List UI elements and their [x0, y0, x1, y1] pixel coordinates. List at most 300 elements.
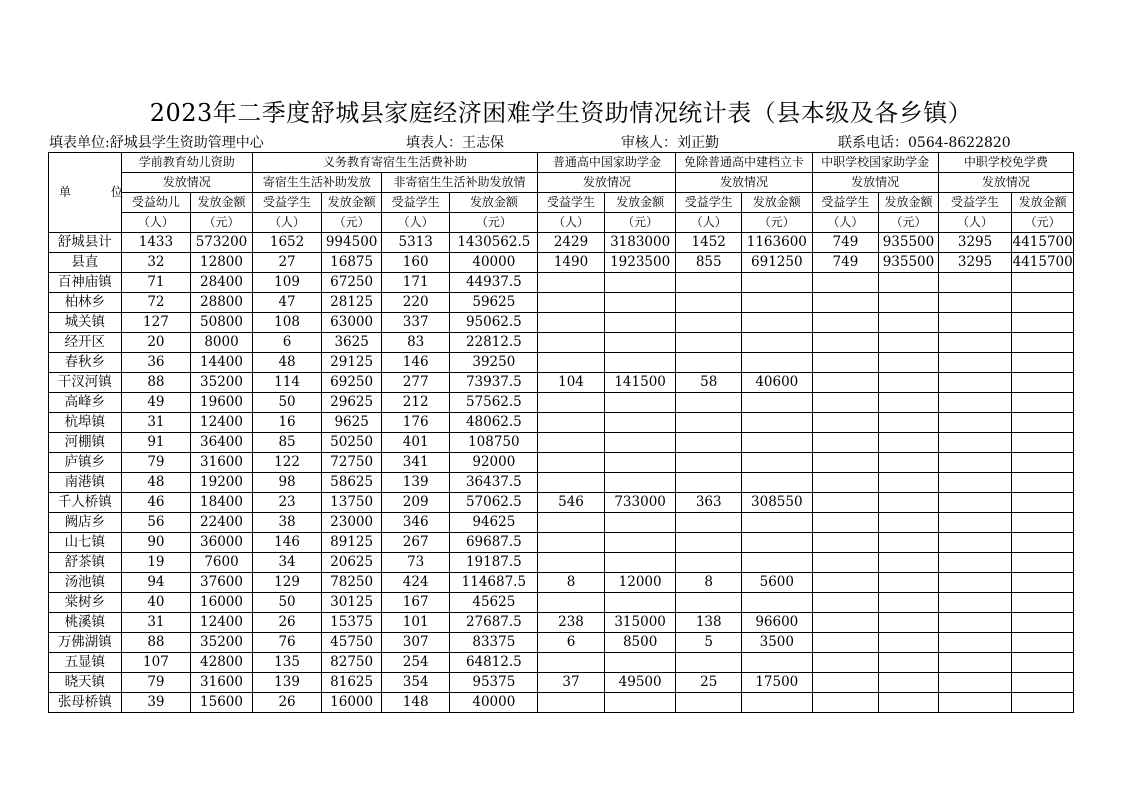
table-cell: [538, 333, 605, 353]
table-cell: [879, 353, 939, 373]
table-cell: 29125: [322, 353, 382, 373]
table-cell: [879, 273, 939, 293]
table-row: [49, 573, 1074, 593]
table-cell: 855: [676, 253, 742, 273]
table-cell: [879, 673, 939, 693]
table-cell: [812, 673, 879, 693]
table-row: [49, 493, 1074, 513]
row-label: 晓天镇: [49, 673, 122, 693]
table-row: [49, 373, 1074, 393]
table-cell: 127: [121, 313, 191, 333]
table-cell: 16000: [322, 693, 382, 713]
table-cell: 749: [812, 233, 879, 253]
table-cell: [742, 513, 813, 533]
table-cell: 83: [381, 333, 450, 353]
table-cell: [1012, 313, 1074, 333]
table-cell: 238: [538, 613, 605, 633]
table-cell: 1433: [121, 233, 191, 253]
table-cell: [538, 273, 605, 293]
subcolumn-header: 发放金额: [604, 193, 676, 213]
row-label: 春秋乡: [49, 353, 122, 373]
table-cell: [742, 273, 813, 293]
table-cell: [879, 633, 939, 653]
table-cell: 42800: [191, 653, 253, 673]
table-cell: [879, 393, 939, 413]
table-cell: [812, 273, 879, 293]
filler-label: 填表人：王志保: [406, 135, 504, 151]
table-cell: [1012, 653, 1074, 673]
table-cell: 212: [381, 393, 450, 413]
table-row: [49, 473, 1074, 493]
table-cell: [938, 693, 1012, 713]
table-cell: 1430562.5: [450, 233, 538, 253]
table-cell: 363: [676, 493, 742, 513]
subcolumn-header: 发放金额: [322, 193, 382, 213]
subcolumn-header: 发放金额: [450, 193, 538, 213]
table-cell: [812, 553, 879, 573]
table-cell: 46: [121, 493, 191, 513]
table-cell: 22812.5: [450, 333, 538, 353]
table-cell: 546: [538, 493, 605, 513]
table-cell: [879, 533, 939, 553]
table-cell: 1490: [538, 253, 605, 273]
table-cell: [1012, 613, 1074, 633]
row-label: 万佛湖镇: [49, 633, 122, 653]
table-cell: 17500: [742, 673, 813, 693]
table-cell: [676, 653, 742, 673]
table-cell: 35200: [191, 633, 253, 653]
row-label: 五显镇: [49, 653, 122, 673]
table-cell: 146: [381, 353, 450, 373]
table-cell: 8: [538, 573, 605, 593]
table-row: [49, 593, 1074, 613]
table-cell: 19: [121, 553, 191, 573]
table-cell: 1452: [676, 233, 742, 253]
table-row: [49, 253, 1074, 273]
table-cell: 994500: [322, 233, 382, 253]
table-cell: 341: [381, 453, 450, 473]
table-cell: 36: [121, 353, 191, 373]
table-cell: [538, 553, 605, 573]
unit-header-cell: （元）: [1012, 213, 1074, 233]
table-cell: [742, 453, 813, 473]
table-cell: 139: [381, 473, 450, 493]
table-cell: [938, 533, 1012, 553]
table-cell: 76: [252, 633, 322, 653]
unit-header-cell: （人）: [538, 213, 605, 233]
table-cell: 749: [812, 253, 879, 273]
table-cell: 401: [381, 433, 450, 453]
subcolumn-header: 发放金额: [1012, 193, 1074, 213]
table-cell: 26: [252, 613, 322, 633]
table-cell: [1012, 493, 1074, 513]
table-cell: [742, 653, 813, 673]
table-cell: [938, 413, 1012, 433]
distribution-header: 发放情况: [938, 173, 1073, 193]
table-cell: [604, 593, 676, 613]
table-cell: [676, 313, 742, 333]
table-cell: [812, 433, 879, 453]
table-cell: 88: [121, 373, 191, 393]
table-cell: 45625: [450, 593, 538, 613]
table-cell: [1012, 673, 1074, 693]
table-cell: 167: [381, 593, 450, 613]
table-row: [49, 453, 1074, 473]
table-cell: 48: [121, 473, 191, 493]
table-cell: 57562.5: [450, 393, 538, 413]
table-cell: [538, 293, 605, 313]
statistics-table: [48, 152, 1074, 713]
table-cell: [538, 533, 605, 553]
table-cell: 101: [381, 613, 450, 633]
row-label: 百神庙镇: [49, 273, 122, 293]
table-cell: [1012, 633, 1074, 653]
table-cell: 37: [538, 673, 605, 693]
table-cell: 50250: [322, 433, 382, 453]
table-cell: 108: [252, 313, 322, 333]
table-cell: 8000: [191, 333, 253, 353]
table-cell: [812, 593, 879, 613]
table-cell: 108750: [450, 433, 538, 453]
subcolumn-header: 发放金额: [879, 193, 939, 213]
table-cell: 72: [121, 293, 191, 313]
nonboarding-header: 非寄宿生生活补助发放情: [381, 173, 537, 193]
table-cell: [879, 293, 939, 313]
table-cell: 20: [121, 333, 191, 353]
table-cell: [938, 513, 1012, 533]
table-cell: [1012, 373, 1074, 393]
table-cell: 85: [252, 433, 322, 453]
table-cell: 5: [676, 633, 742, 653]
table-cell: 31: [121, 613, 191, 633]
table-cell: 171: [381, 273, 450, 293]
table-cell: 346: [381, 513, 450, 533]
table-cell: [1012, 453, 1074, 473]
table-cell: 20625: [322, 553, 382, 573]
table-cell: [604, 273, 676, 293]
table-cell: [538, 513, 605, 533]
table-cell: 90: [121, 533, 191, 553]
table-cell: [604, 513, 676, 533]
table-cell: [604, 353, 676, 373]
table-cell: [742, 313, 813, 333]
table-row: [49, 673, 1074, 693]
table-cell: [879, 493, 939, 513]
table-cell: 18400: [191, 493, 253, 513]
table-cell: 79: [121, 453, 191, 473]
table-row: [49, 633, 1074, 653]
table-cell: [1012, 513, 1074, 533]
row-label: 高峰乡: [49, 393, 122, 413]
row-label: 庐镇乡: [49, 453, 122, 473]
table-cell: 22400: [191, 513, 253, 533]
table-row: [49, 333, 1074, 353]
table-cell: 4415700: [1012, 253, 1074, 273]
table-row: [49, 553, 1074, 573]
table-cell: [938, 633, 1012, 653]
table-row: [49, 273, 1074, 293]
table-cell: [1012, 413, 1074, 433]
table-cell: 3500: [742, 633, 813, 653]
table-cell: 14400: [191, 353, 253, 373]
table-cell: [938, 573, 1012, 593]
table-cell: 7600: [191, 553, 253, 573]
subcolumn-header: 受益学生: [676, 193, 742, 213]
table-cell: [1012, 553, 1074, 573]
table-cell: [1012, 273, 1074, 293]
phone-label: 联系电话：0564-8622820: [838, 135, 1011, 151]
table-cell: 307: [381, 633, 450, 653]
table-cell: 12000: [604, 573, 676, 593]
table-row: [49, 513, 1074, 533]
table-cell: [604, 553, 676, 573]
table-cell: [538, 693, 605, 713]
subcolumn-header: 发放金额: [742, 193, 813, 213]
table-cell: 28800: [191, 293, 253, 313]
table-cell: [604, 453, 676, 473]
table-cell: [676, 273, 742, 293]
table-cell: [1012, 293, 1074, 313]
table-cell: 2429: [538, 233, 605, 253]
unit-header-cell: （人）: [676, 213, 742, 233]
table-cell: 19187.5: [450, 553, 538, 573]
distribution-header: 发放情况: [538, 173, 676, 193]
group-header: 义务教育寄宿生生活费补助: [252, 153, 537, 173]
table-cell: 19600: [191, 393, 253, 413]
group-header: 免除普通高中建档立卡: [676, 153, 812, 173]
table-cell: 1923500: [604, 253, 676, 273]
table-cell: 573200: [191, 233, 253, 253]
table-cell: [879, 413, 939, 433]
table-cell: 935500: [879, 233, 939, 253]
table-cell: [879, 613, 939, 633]
table-cell: [812, 513, 879, 533]
subcolumn-header: 发放金额: [191, 193, 253, 213]
table-cell: [538, 473, 605, 493]
table-row: [49, 393, 1074, 413]
table-cell: 104: [538, 373, 605, 393]
table-row: [49, 433, 1074, 453]
table-cell: [676, 473, 742, 493]
table-cell: [1012, 573, 1074, 593]
table-cell: 31600: [191, 673, 253, 693]
table-cell: 98: [252, 473, 322, 493]
table-cell: [676, 433, 742, 453]
table-cell: [1012, 693, 1074, 713]
table-cell: 88: [121, 633, 191, 653]
table-cell: 315000: [604, 613, 676, 633]
row-label: 千人桥镇: [49, 493, 122, 513]
table-cell: 32: [121, 253, 191, 273]
table-cell: [676, 453, 742, 473]
table-cell: [1012, 533, 1074, 553]
table-cell: [879, 553, 939, 573]
table-cell: 40000: [450, 253, 538, 273]
table-cell: 39250: [450, 353, 538, 373]
table-cell: 16000: [191, 593, 253, 613]
table-cell: [1012, 433, 1074, 453]
table-cell: [538, 653, 605, 673]
subcolumn-header: 受益学生: [538, 193, 605, 213]
table-cell: 16: [252, 413, 322, 433]
table-cell: [879, 513, 939, 533]
table-cell: 114687.5: [450, 573, 538, 593]
table-cell: 26: [252, 693, 322, 713]
table-cell: [812, 473, 879, 493]
table-cell: 160: [381, 253, 450, 273]
row-label: 柏林乡: [49, 293, 122, 313]
table-cell: 733000: [604, 493, 676, 513]
table-cell: 50: [252, 593, 322, 613]
table-cell: 35200: [191, 373, 253, 393]
table-cell: 58: [676, 373, 742, 393]
table-row: [49, 413, 1074, 433]
distribution-header: 发放情况: [121, 173, 252, 193]
table-cell: 27: [252, 253, 322, 273]
table-cell: 67250: [322, 273, 382, 293]
table-cell: 28400: [191, 273, 253, 293]
group-header: 学前教育幼儿资助: [121, 153, 252, 173]
table-cell: 23: [252, 493, 322, 513]
table-cell: 50800: [191, 313, 253, 333]
table-cell: 129: [252, 573, 322, 593]
table-cell: 135: [252, 653, 322, 673]
table-cell: [938, 673, 1012, 693]
table-cell: [938, 593, 1012, 613]
table-cell: 122: [252, 453, 322, 473]
unit-header-cell: （人）: [252, 213, 322, 233]
row-label: 经开区: [49, 333, 122, 353]
table-cell: 3625: [322, 333, 382, 353]
table-cell: [938, 433, 1012, 453]
table-cell: 94625: [450, 513, 538, 533]
table-cell: 36400: [191, 433, 253, 453]
table-cell: 48062.5: [450, 413, 538, 433]
table-cell: [742, 433, 813, 453]
unit-header-cell: （元）: [742, 213, 813, 233]
table-cell: 39: [121, 693, 191, 713]
fill-unit-label: 填表单位:舒城县学生资助管理中心: [49, 135, 264, 151]
table-cell: [1012, 393, 1074, 413]
table-cell: 4415700: [1012, 233, 1074, 253]
row-label: 南港镇: [49, 473, 122, 493]
table-cell: 6: [538, 633, 605, 653]
table-cell: 63000: [322, 313, 382, 333]
table-cell: 6: [252, 333, 322, 353]
table-cell: [676, 553, 742, 573]
table-cell: [812, 413, 879, 433]
table-cell: 148: [381, 693, 450, 713]
table-cell: [538, 393, 605, 413]
table-cell: [676, 513, 742, 533]
unit-header-cell: （人）: [121, 213, 191, 233]
table-cell: [676, 693, 742, 713]
table-cell: 29625: [322, 393, 382, 413]
table-cell: [538, 433, 605, 453]
table-cell: 49500: [604, 673, 676, 693]
table-cell: [938, 393, 1012, 413]
table-cell: 31: [121, 413, 191, 433]
row-label: 河棚镇: [49, 433, 122, 453]
table-cell: 5313: [381, 233, 450, 253]
row-label: 杭埠镇: [49, 413, 122, 433]
table-cell: 9625: [322, 413, 382, 433]
table-row: [49, 653, 1074, 673]
table-cell: 107: [121, 653, 191, 673]
row-label: 城关镇: [49, 313, 122, 333]
subcolumn-header: 受益幼儿: [121, 193, 191, 213]
row-label: 阙店乡: [49, 513, 122, 533]
table-cell: [812, 353, 879, 373]
table-cell: 691250: [742, 253, 813, 273]
table-cell: [879, 593, 939, 613]
table-cell: 138: [676, 613, 742, 633]
table-cell: [676, 333, 742, 353]
unit-header-row: [49, 213, 1074, 233]
table-cell: [742, 293, 813, 313]
table-cell: 209: [381, 493, 450, 513]
table-row: [49, 533, 1074, 553]
table-cell: [604, 433, 676, 453]
table-cell: 15600: [191, 693, 253, 713]
page-title: 2023年二季度舒城县家庭经济困难学生资助情况统计表（县本级及各乡镇）: [149, 99, 973, 127]
table-cell: 12400: [191, 413, 253, 433]
distribution-header: 发放情况: [676, 173, 812, 193]
row-label: 张母桥镇: [49, 693, 122, 713]
table-cell: 44937.5: [450, 273, 538, 293]
table-cell: [812, 533, 879, 553]
table-row: [49, 293, 1074, 313]
table-cell: [676, 293, 742, 313]
table-cell: 114: [252, 373, 322, 393]
table-cell: [1012, 593, 1074, 613]
subcolumn-header: 受益学生: [938, 193, 1012, 213]
table-cell: 308550: [742, 493, 813, 513]
table-cell: 16875: [322, 253, 382, 273]
unit-header-cell: （元）: [604, 213, 676, 233]
table-header: [49, 153, 1074, 233]
row-label: 干汊河镇: [49, 373, 122, 393]
table-cell: 12400: [191, 613, 253, 633]
row-label: 舒城县计: [49, 233, 122, 253]
table-cell: 79: [121, 673, 191, 693]
table-cell: 96600: [742, 613, 813, 633]
table-cell: [938, 453, 1012, 473]
table-cell: [676, 593, 742, 613]
table-cell: 49: [121, 393, 191, 413]
table-cell: [812, 633, 879, 653]
table-cell: 109: [252, 273, 322, 293]
table-cell: 92000: [450, 453, 538, 473]
table-cell: [604, 473, 676, 493]
table-cell: [538, 413, 605, 433]
table-cell: 3295: [938, 233, 1012, 253]
table-cell: 337: [381, 313, 450, 333]
table-cell: 40: [121, 593, 191, 613]
table-cell: 23000: [322, 513, 382, 533]
table-cell: 45750: [322, 633, 382, 653]
table-cell: 69687.5: [450, 533, 538, 553]
table-row: [49, 613, 1074, 633]
table-cell: [879, 313, 939, 333]
table-cell: 94: [121, 573, 191, 593]
table-cell: [538, 453, 605, 473]
table-cell: 37600: [191, 573, 253, 593]
table-cell: 1652: [252, 233, 322, 253]
table-cell: [879, 453, 939, 473]
table-row: [49, 693, 1074, 713]
table-cell: [938, 313, 1012, 333]
